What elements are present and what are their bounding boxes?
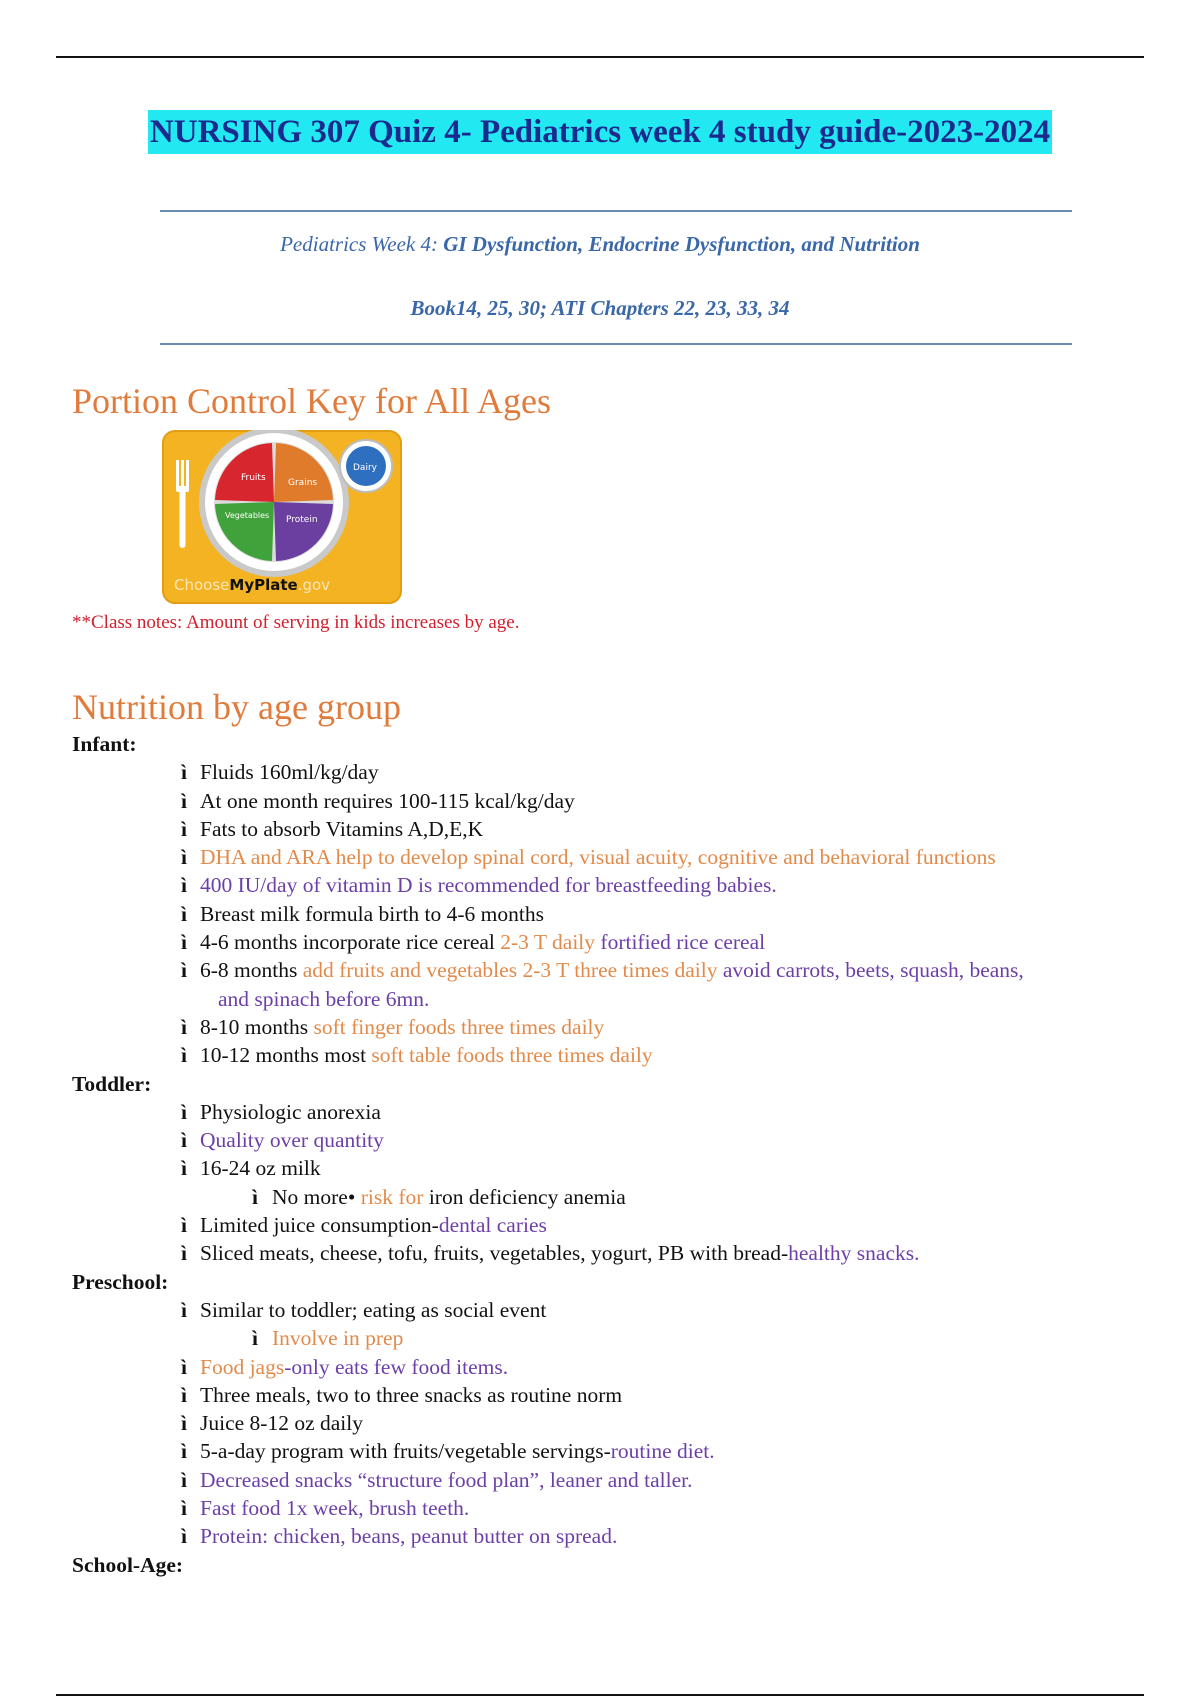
list-item: ì DHA and ARA help to develop spinal cord, visual acuity, cognitive and behavioral functions (181, 845, 996, 870)
myplate-image (162, 430, 402, 604)
subtitle-topics: GI Dysfunction, Endocrine Dysfunction, and Nutrition (443, 232, 920, 256)
preschool-label: Preschool: (72, 1269, 169, 1294)
infant-label: Infant: (72, 732, 137, 756)
school-age-label: School-Age: (72, 1552, 184, 1577)
list-item: ì Sliced meats, cheese, tofu, fruits, vegetables, yogurt, PB with bread-healthy snacks. (181, 1241, 920, 1266)
subtitle-line-2 (0, 296, 1200, 321)
list-item: ì Involve in prep (252, 1326, 404, 1351)
list-item: ì Quality over quantity (181, 1128, 384, 1153)
list-item: ì Three meals, two to three snacks as routine norm (181, 1382, 623, 1407)
nutrition-heading: Nutrition by age group (72, 687, 401, 727)
list-item: ì Protein: chicken, beans, peanut butter on spread. (181, 1524, 618, 1549)
list-item: ì Fats to absorb Vitamins A,D,E,K (181, 816, 484, 841)
subtitle-top-rule (160, 210, 1072, 212)
choosemyplate-logo: ChooseMyPlate.gov (174, 576, 331, 594)
toddler-list (72, 1098, 1152, 1268)
plate-dairy-label: Dairy (353, 463, 377, 473)
list-item: ì Fast food 1x week, brush teeth. (181, 1496, 470, 1521)
list-item: ì 5-a-day program with fruits/vegetable servings-routine diet. (181, 1439, 715, 1464)
list-item: ì 8-10 months soft finger foods three times daily (181, 1014, 605, 1039)
list-item: ì 10-12 months most soft table foods three times daily (181, 1043, 653, 1068)
plate-protein-label: Protein (286, 515, 318, 525)
list-item: ì 6-8 months add fruits and vegetables 2-3 T three times daily avoid carrots, beets, squash, beans, and spinach before 6mn. (181, 958, 1024, 1011)
list-item: ì Breast milk formula birth to 4-6 months (181, 901, 544, 926)
list-item: ì Fluids 160ml/kg/day (181, 760, 379, 785)
plate-fruits-label: Fruits (241, 473, 266, 483)
list-item: ì Decreased snacks “structure food plan”, leaner and taller. (181, 1467, 693, 1492)
subtitle-readings: Book14, 25, 30; ATI Chapters 22, 23, 33, 34 (410, 296, 790, 320)
toddler-label: Toddler: (72, 1071, 152, 1096)
plate-grains-label: Grains (288, 478, 318, 488)
portion-control-heading: Portion Control Key for All Ages (72, 381, 551, 421)
subtitle-line-1 (0, 232, 1200, 257)
subtitle-bottom-rule (160, 343, 1072, 345)
list-item: ì Similar to toddler; eating as social event (181, 1297, 547, 1322)
preschool-list (72, 1296, 1152, 1551)
list-item: ì 16-24 oz milk (181, 1156, 321, 1181)
list-item: ì Food jags-only eats few food items. (181, 1354, 509, 1379)
list-item: ì Juice 8-12 oz daily (181, 1411, 363, 1436)
document-title (0, 110, 1200, 154)
list-item: ì Physiologic anorexia (181, 1099, 381, 1124)
list-item: ì At one month requires 100-115 kcal/kg/day (181, 788, 575, 813)
list-item: ì 400 IU/day of vitamin D is recommended for breastfeeding babies. (181, 873, 777, 898)
list-item: ì 4-6 months incorporate rice cereal 2-3 T daily fortified rice cereal (181, 930, 766, 955)
nutrition-content (72, 730, 1152, 1579)
plate-vegetables-label: Vegetables (225, 511, 270, 520)
infant-list (72, 758, 1152, 1069)
top-rule (56, 56, 1144, 58)
bottom-rule (56, 1694, 1144, 1696)
subtitle-week: Pediatrics Week 4: (280, 232, 444, 256)
class-notes: **Class notes: Amount of serving in kids increases by age. (72, 612, 520, 633)
list-item: ì No more• risk for iron deficiency anemia (252, 1184, 626, 1209)
document-title-text: NURSING 307 Quiz 4- Pediatrics week 4 study guide-2023-2024 (148, 110, 1052, 154)
list-item: ì Limited juice consumption-dental caries (181, 1213, 547, 1238)
